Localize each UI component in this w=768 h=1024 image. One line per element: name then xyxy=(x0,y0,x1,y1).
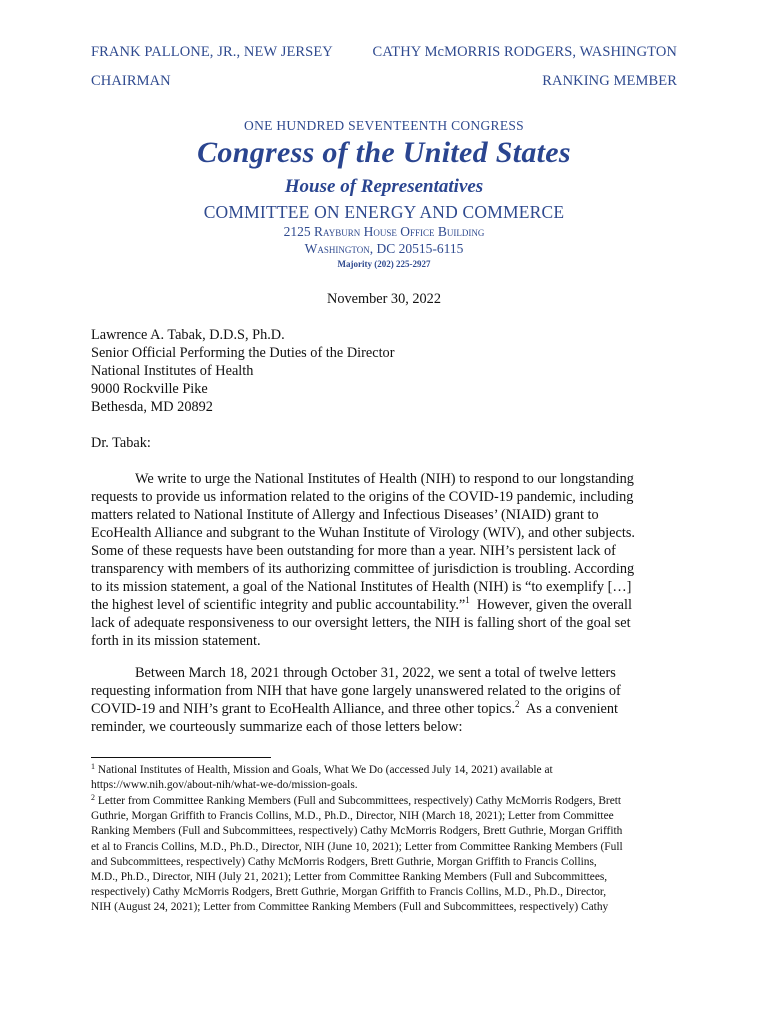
letter-date: November 30, 2022 xyxy=(327,291,441,307)
paragraph-line: We write to urge the National Institutes of Health (NIH) to respond to our longstanding xyxy=(135,471,634,487)
paragraph-line: reminder, we courteously summarize each of those letters below: xyxy=(91,719,463,735)
paragraph-line: Some of these requests have been outstanding for more than a year. NIH’s persistent lack of xyxy=(91,543,616,559)
footnote-text: National Institutes of Health, Mission and Goals, What We Do (accessed July 14, 2021) available at xyxy=(97,764,553,776)
paragraph-line: requests to provide us information related to the origins of the COVID-19 pandemic, including xyxy=(91,489,634,505)
footnote-2 xyxy=(91,794,681,916)
committee-name: COMMITTEE ON ENERGY AND COMMERCE xyxy=(203,202,565,222)
salutation: Dr. Tabak: xyxy=(91,435,151,451)
congress-number: ONE HUNDRED SEVENTEENTH CONGRESS xyxy=(244,118,524,133)
footnote-line: M.D., Ph.D., Director, NIH (July 21, 2021); Letter from Committee Ranking Members (Full and Subcommittees, xyxy=(91,871,608,884)
footnote-link[interactable]: https://www.nih.gov/about-nih/what-we-do/mission-goals. xyxy=(91,779,358,792)
paragraph-line: to its mission statement, a goal of the National Institutes of Health (NIH) is “to exemplify […] xyxy=(91,579,632,595)
footnote-number: 2 xyxy=(91,793,95,802)
address-line-1: 2125 Rayburn House Office Building xyxy=(283,224,485,239)
paragraph-line-text: COVID-19 and NIH’s grant to EcoHealth Alliance, and three other topics. xyxy=(91,701,516,717)
recipient-line: Bethesda, MD 20892 xyxy=(91,399,213,415)
ranking-member-title: RANKING MEMBER xyxy=(542,73,677,89)
paragraph-line-tail: However, given the overall xyxy=(476,597,632,613)
paragraph-line: transparency with members of its authorizing committee of jurisdiction is troubling. According xyxy=(91,561,635,577)
recipient-line: National Institutes of Health xyxy=(91,363,254,379)
footnote-text: Letter from Committee Ranking Members (Full and Subcommittees, respectively) Cathy McMorris Rodgers, Brett xyxy=(97,795,622,807)
recipient-line: Senior Official Performing the Duties of the Director xyxy=(91,345,395,361)
paragraph-line: requesting information from NIH that have gone largely unanswered related to the origins of xyxy=(91,683,621,699)
footnote-line: Ranking Members (Full and Subcommittees, respectively) Cathy McMorris Rodgers, Brett Guthrie, Morgan Griffith xyxy=(91,825,623,838)
paragraph-line: matters related to National Institute of Allergy and Infectious Diseases’ (NIAID) grant to xyxy=(91,507,599,523)
footnote-line xyxy=(91,794,681,809)
body-paragraph-2 xyxy=(91,664,681,736)
paragraph-line-tail: As a convenient xyxy=(525,701,619,717)
paragraph-line: lack of adequate responsiveness to our oversight letters, the NIH is falling short of the goal set xyxy=(91,615,631,631)
congress-name: Congress of the United States xyxy=(197,136,571,169)
footnote-line xyxy=(91,763,681,778)
paragraph-line: Between March 18, 2021 through October 31, 2022, we sent a total of twelve letters xyxy=(135,665,616,681)
chairman-title: CHAIRMAN xyxy=(91,73,171,89)
footnote-number: 1 xyxy=(91,762,95,771)
ranking-member-name: CATHY McMORRIS RODGERS, WASHINGTON xyxy=(372,44,677,60)
paragraph-line-with-footnote xyxy=(91,596,681,614)
footnote-line: respectively) Cathy McMorris Rodgers, Brett Guthrie, Morgan Griffith to Francis Collins, M.D., Ph.D., Director, xyxy=(91,886,607,899)
phone-number: Majority (202) 225-2927 xyxy=(337,259,431,269)
paragraph-line: forth in its mission statement. xyxy=(91,633,261,649)
body-paragraph-1 xyxy=(91,470,681,650)
chairman-name: FRANK PALLONE, JR., NEW JERSEY xyxy=(91,44,333,60)
footnote-reference-2[interactable]: 2 xyxy=(515,699,520,709)
paragraph-line-text: the highest level of scientific integrity and public accountability.” xyxy=(91,597,466,613)
footnote-line: NIH (August 24, 2021); Letter from Committee Ranking Members (Full and Subcommittees, respectively) Cathy xyxy=(91,901,609,914)
footnote-1 xyxy=(91,763,681,793)
house-name: House of Representatives xyxy=(284,176,484,197)
recipient-line: 9000 Rockville Pike xyxy=(91,381,208,397)
footnote-divider xyxy=(91,757,271,758)
recipient-line: Lawrence A. Tabak, D.D.S, Ph.D. xyxy=(91,327,285,343)
paragraph-line: EcoHealth Alliance and subgrant to the Wuhan Institute of Virology (WIV), and other subjects. xyxy=(91,525,635,541)
footnote-line: and Subcommittees, respectively) Cathy McMorris Rodgers, Brett Guthrie, Morgan Griffith to Francis Collins, xyxy=(91,855,597,868)
address-line-2: Washington, DC 20515-6115 xyxy=(304,241,464,256)
recipient-address xyxy=(91,326,681,416)
footnote-reference-1[interactable]: 1 xyxy=(465,595,470,605)
footnote-line: et al to Francis Collins, M.D., Ph.D., Director, NIH (June 10, 2021); Letter from Committee Ranking Members (Full xyxy=(91,840,623,853)
paragraph-line-with-footnote xyxy=(91,700,681,718)
footnote-line: Guthrie, Morgan Griffith to Francis Collins, M.D., Ph.D., Director, NIH (March 18, 2021); Letter from Committee xyxy=(91,810,614,823)
